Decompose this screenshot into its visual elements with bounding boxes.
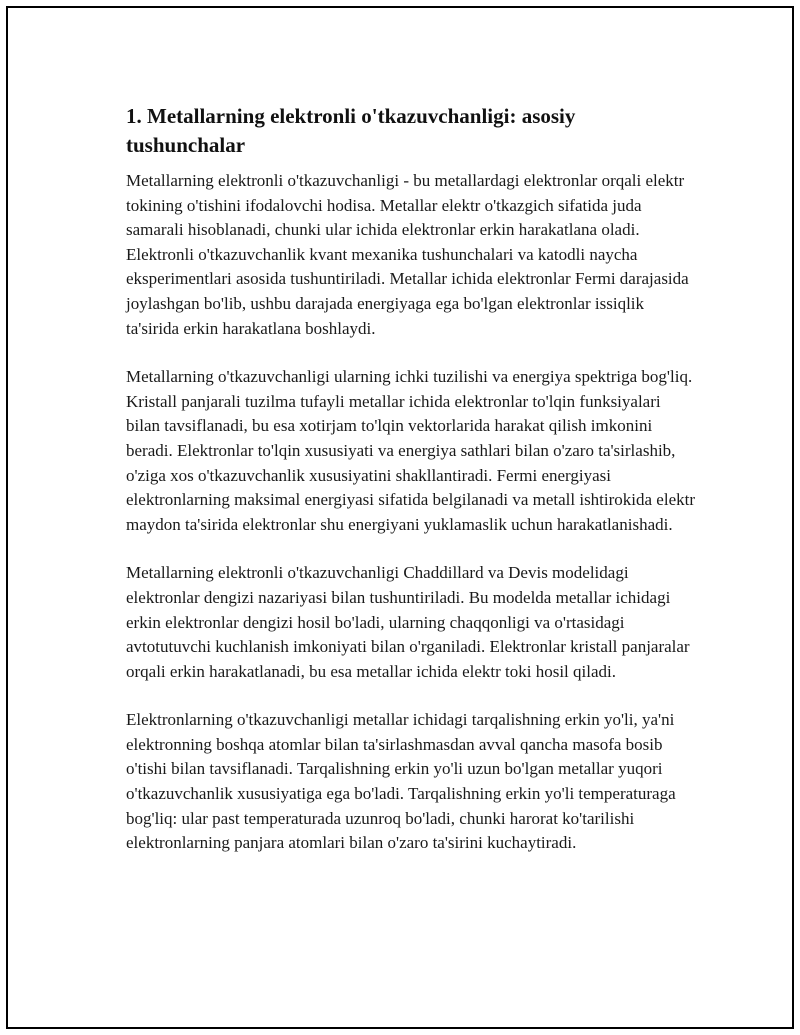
document-title: 1. Metallarning elektronli o'tkazuvchanligi: asosiy tushunchalar xyxy=(126,104,576,157)
paragraph: Metallarning o'tkazuvchanligi ularning ichki tuzilishi va energiya spektriga bog'liq. Kristall panjarali tuzilma tufayli metallar ichida elektronlar to'lqin funksiyalari bilan tavsiflanadi, bu esa xotirjam to'lqin vektorlarida harakat qilish imkonini beradi. Elektronlar to'lqin xususiyati va energiya sathlari bilan o'zaro ta'sirlashib, o'ziga xos o'tkazuvchanlik xususiyatini shakllantiradi. Fermi energiyasi elektronlarning maksimal energiyasi sifatida belgilanadi va metall ishtirokida elektr maydon ta'sirida elektronlar shu energiyani yuklamaslik uchun harakatlanishadi. xyxy=(126,367,696,534)
paragraph: Metallarning elektronli o'tkazuvchanligi Chaddillard va Devis modelidagi elektronlar dengizi nazariyasi bilan tushuntiriladi. Bu modelda metallar ichidagi erkin elektronlar dengizi hosil bo'ladi, ularning chaqqonligi va o'rtasidagi avtotutuvchi kuchlanish imkoniyati bilan o'rganiladi. Elektronlar kristall panjaralar orqali erkin harakatlanadi, bu esa metallar ichida elektr toki hosil qiladi. xyxy=(126,563,690,681)
document-body xyxy=(126,102,698,880)
page-frame xyxy=(6,6,794,1029)
paragraph: Metallarning elektronli o'tkazuvchanligi - bu metallardagi elektronlar orqali elektr tokining o'tishini ifodalovchi hodisa. Metallar elektr o'tkazgich sifatida juda samarali hisoblanadi, chunki ular ichida elektronlar erkin harakatlana oladi. Elektronli o'tkazuvchanlik kvant mexanika tushunchalari va katodli naycha eksperimentlari asosida tushuntiriladi. Metallar ichida elektronlar Fermi darajasida joylashgan bo'lib, ushbu darajada energiyaga ega bo'lgan elektronlar issiqlik ta'sirida erkin harakatlana boshlaydi. xyxy=(126,171,689,338)
paragraph: Elektronlarning o'tkazuvchanligi metallar ichidagi tarqalishning erkin yo'li, ya'ni elektronning boshqa atomlar bilan ta'sirlashmasdan avval qancha masofa bosib o'tishi bilan tavsiflanadi. Tarqalishning erkin yo'li uzun bo'lgan metallar yuqori o'tkazuvchanlik xususiyatiga ega bo'ladi. Tarqalishning erkin yo'li temperaturaga bog'liq: ular past temperaturada uzunroq bo'ladi, chunki harorat ko'tarilishi elektronlarning panjara atomlari bilan o'zaro ta'sirini kuchaytiradi. xyxy=(126,710,676,853)
